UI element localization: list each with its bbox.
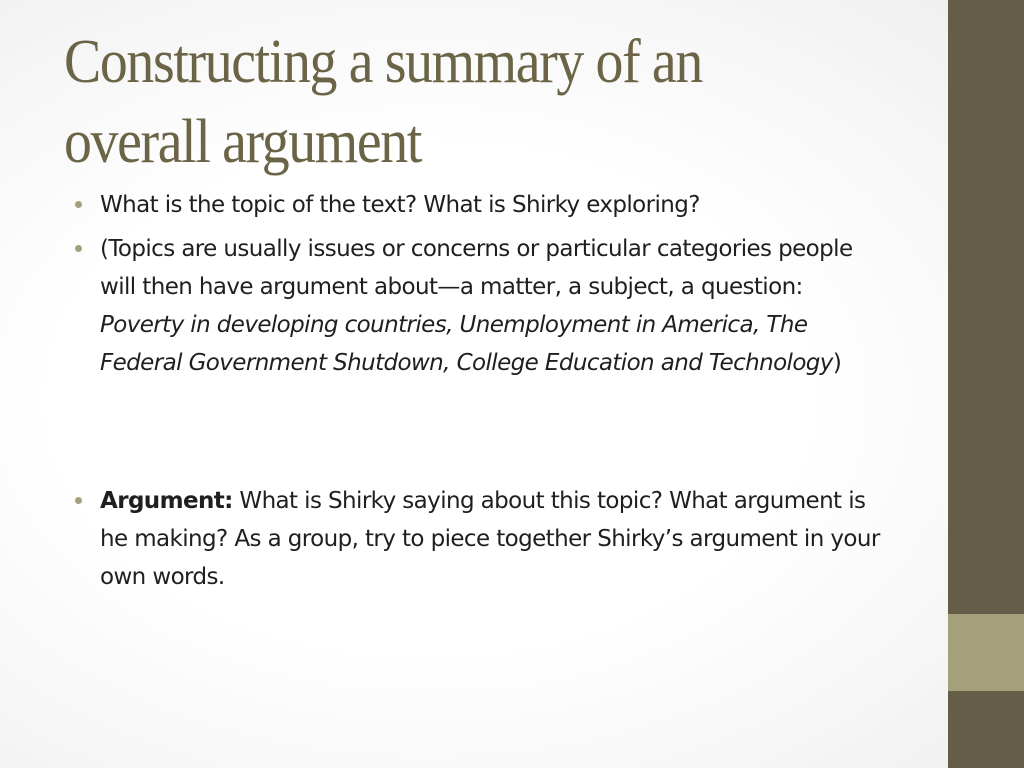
bullet-label: Argument: bbox=[100, 488, 233, 514]
bullet-example-topics: Poverty in developing countries, Unemployment in America, The Federal Government Shutdown, College Education and Technology bbox=[100, 312, 833, 376]
decorative-sidebar-accent bbox=[948, 614, 1024, 691]
bullet-text: What is Shirky saying about this topic? What argument is he making? As a group, try to piece together Shirky’s argument in your own words. bbox=[100, 488, 880, 590]
bullet-text-closing: ) bbox=[832, 350, 842, 376]
bullet-topic-explanation bbox=[100, 230, 890, 382]
bullet-argument-question bbox=[100, 482, 890, 596]
bullet-list bbox=[100, 186, 890, 596]
slide-title: Constructing a summary of an overall argument bbox=[64, 28, 702, 176]
bullet-text: What is the topic of the text? What is Shirky exploring? bbox=[100, 192, 700, 218]
bullet-text: (Topics are usually issues or concerns or particular categories people will then have argument about—a matter, a subject, a question: bbox=[100, 236, 853, 300]
bullet-topic-question bbox=[100, 186, 890, 224]
